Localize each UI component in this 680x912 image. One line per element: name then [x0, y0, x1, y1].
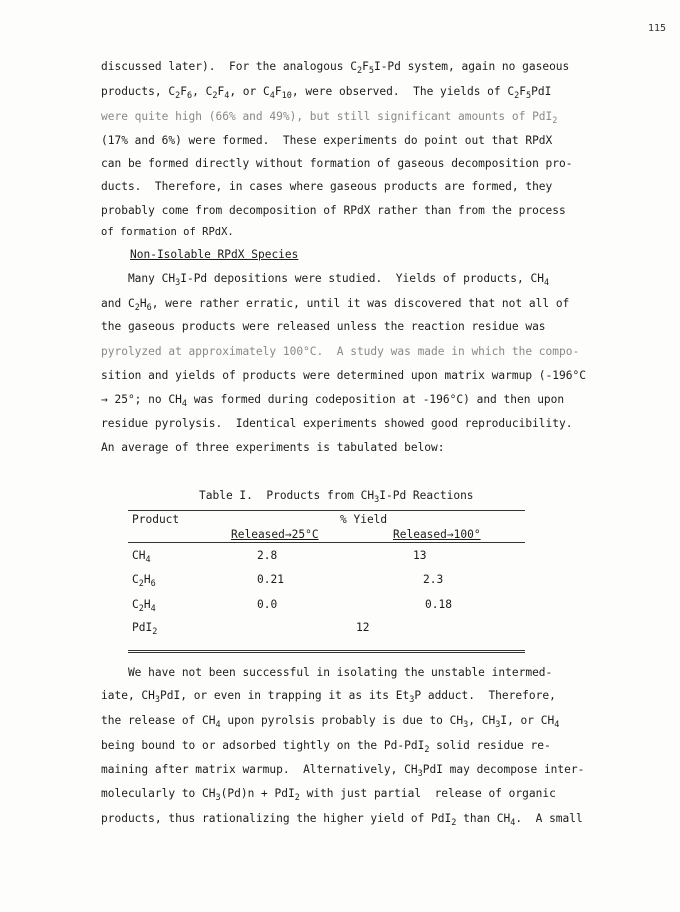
table-header-released-100: Released→100°	[393, 528, 481, 541]
table-rule-header	[128, 542, 525, 543]
section-heading: Non-Isolable RPdX Species	[130, 248, 299, 261]
table-cell-product: $C_2H_6$	[132, 573, 156, 589]
text-line: iate, $CH_3PdI$, or even in trapping it as its $Et_3P$ adduct. Therefore,	[101, 689, 556, 705]
table-cell-product: PdI$_2$	[132, 621, 158, 637]
table-cell-value: 13	[413, 549, 427, 562]
text-line: We have not been successful in isolating the unstable intermed-	[101, 666, 553, 679]
table-header-yield: % Yield	[340, 513, 388, 526]
table-cell-value: 0.18	[425, 598, 452, 611]
page-number: 115	[648, 23, 667, 34]
text-line: the gaseous products were released unless the reaction residue was	[101, 320, 546, 333]
text-line: being bound to or adsorbed tightly on the Pd-PdI$_2$ solid residue re-	[101, 739, 551, 755]
text-line: An average of three experiments is tabulated below:	[101, 441, 445, 454]
text-line: molecularly to $CH_3(Pd)n + PdI_2$ with just partial release of organic	[101, 787, 556, 803]
text-line: products, thus rationalizing the higher yield of PdI$_2$ than $CH_4$. A small	[101, 812, 583, 828]
text-line: residue pyrolysis. Identical experiments showed good reproducibility.	[101, 417, 573, 430]
text-line: can be formed directly without formation of gaseous decomposition pro-	[101, 157, 573, 170]
table-cell-value: 2.3	[423, 573, 444, 586]
table-rule-top	[128, 510, 525, 511]
table-rule-bottom	[128, 650, 525, 653]
text-line: discussed later). For the analogous $C_2F_5I-Pd$ system, again no gaseous	[101, 60, 570, 76]
table-cell-value: 0.21	[257, 573, 284, 586]
text-line: were quite high (66% and 49%), but still significant amounts of PdI$_2$	[101, 110, 558, 126]
text-line: pyrolyzed at approximately 100°C. A study was made in which the compo-	[101, 345, 580, 358]
text-line: → 25°; no $CH_4$ was formed during codeposition at -196°C) and then upon	[101, 393, 565, 409]
table-caption: Table I. Products from $CH_3I-Pd$ Reactions	[199, 489, 474, 505]
text-line: (17% and 6%) were formed. These experiments do point out that RPdX	[101, 134, 553, 147]
table-cell-value: 2.8	[257, 549, 278, 562]
table-header-product: Product	[132, 513, 180, 526]
text-line: sition and yields of products were determined upon matrix warmup (-196°C	[101, 369, 586, 382]
text-line: probably come from decomposition of RPdX rather than from the process	[101, 204, 566, 217]
table-header-released-25: Released→25°C	[231, 528, 319, 541]
table-cell-value: 0.0	[257, 598, 278, 611]
text-line: of formation of RPdX.	[101, 226, 234, 238]
text-line: products, $C_2F_6$, $C_2F_4$, or $C_4F_{10}$, were observed. The yields of $C_2F_5PdI$	[101, 85, 552, 101]
text-line: the release of $CH_4$ upon pyrolsis probably is due to $CH_3$, $CH_3I$, or $CH_4$	[101, 714, 560, 730]
text-line: ducts. Therefore, in cases where gaseous products are formed, they	[101, 180, 553, 193]
table-cell-value: 12	[356, 621, 370, 634]
table-cell-product: $C_2H_4$	[132, 598, 156, 614]
text-line: Many $CH_3I-Pd$ depositions were studied. Yields of products, $CH_4$	[101, 272, 550, 288]
table-cell-product: $CH_4$	[132, 549, 151, 565]
text-line: maining after matrix warmup. Alternatively, $CH_3PdI$ may decompose inter-	[101, 763, 585, 779]
text-line: and $C_2H_6$, were rather erratic, until it was discovered that not all of	[101, 297, 570, 313]
